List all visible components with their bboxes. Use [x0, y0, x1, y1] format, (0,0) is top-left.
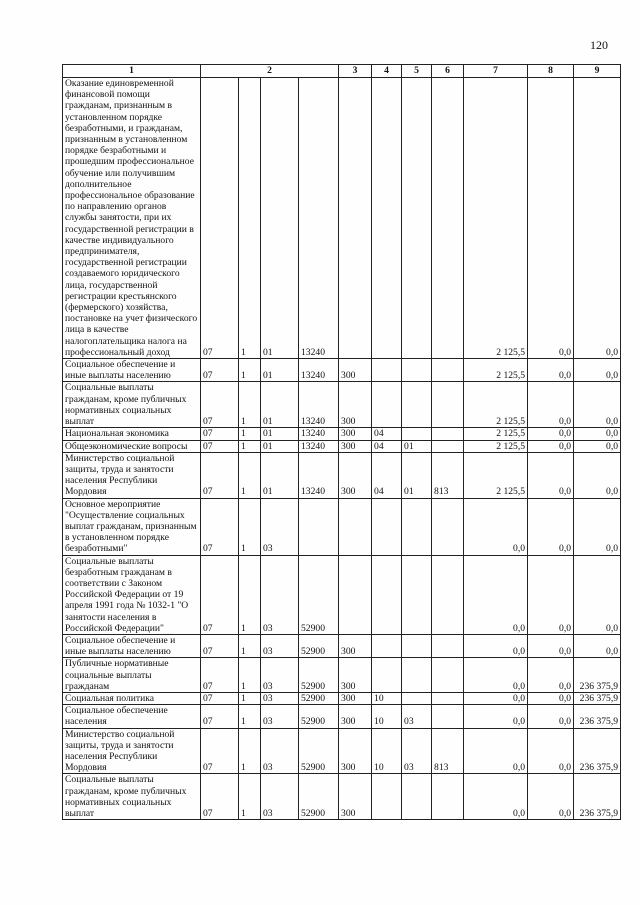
row-name: Публичные нормативные социальные выплаты гражданам: [63, 658, 201, 693]
subsection-code: 01: [402, 452, 432, 498]
amount-year-1: 0,0: [464, 774, 528, 820]
section-code: 10: [372, 728, 402, 774]
expense-type-code: 300: [339, 382, 372, 428]
table-row: [63, 555, 621, 634]
ministry-code: [432, 692, 464, 704]
row-name: Министерство социальной защиты, труда и занятости населения Республики Мордовия: [63, 728, 201, 774]
program-code: 07: [201, 555, 239, 634]
amount-year-3: 0,0: [574, 498, 621, 555]
amount-year-3: 0,0: [574, 78, 621, 359]
subprogram-code: 1: [239, 440, 261, 452]
program-code: 07: [201, 359, 239, 382]
amount-year-2: 0,0: [528, 78, 574, 359]
table-row: [63, 634, 621, 657]
section-code: [372, 78, 402, 359]
section-code: [372, 555, 402, 634]
amount-year-1: 2 125,5: [464, 428, 528, 440]
amount-year-2: 0,0: [528, 359, 574, 382]
event-code: 03: [261, 498, 299, 555]
row-name: Социальное обеспечение и иные выплаты населению: [63, 359, 201, 382]
row-name: Оказание единовременной финансовой помощи гражданам, признанным в установленном порядке безработными, и гражданам, признанным в установленном порядке безработными и прошедшим профессиональное обучение или получившим дополнительное профессиональное образование по направлению органов службы занятости, при их государственной регистрации в качестве индивидуального предпринимателя, государственной регистрации создаваемого юридического лица, государственной регистрации крестьянского (фермерского) хозяйства, постановке на учет физического лица в качестве налогоплательщика налога на профессиональный доход: [63, 78, 201, 359]
table-row: [63, 658, 621, 693]
amount-year-2: 0,0: [528, 692, 574, 704]
table-row: [63, 705, 621, 728]
direction-code: 52900: [299, 774, 339, 820]
section-code: [372, 774, 402, 820]
direction-code: 52900: [299, 692, 339, 704]
amount-year-3: 236 375,9: [574, 658, 621, 693]
amount-year-3: 0,0: [574, 440, 621, 452]
event-code: 01: [261, 428, 299, 440]
event-code: 03: [261, 774, 299, 820]
expense-type-code: 300: [339, 705, 372, 728]
program-code: 07: [201, 428, 239, 440]
program-code: 07: [201, 728, 239, 774]
subsection-code: 03: [402, 705, 432, 728]
ministry-code: [432, 382, 464, 428]
amount-year-3: 0,0: [574, 382, 621, 428]
ministry-code: 813: [432, 452, 464, 498]
amount-year-2: 0,0: [528, 634, 574, 657]
ministry-code: [432, 428, 464, 440]
section-code: 04: [372, 428, 402, 440]
event-code: 01: [261, 78, 299, 359]
amount-year-2: 0,0: [528, 382, 574, 428]
amount-year-1: 0,0: [464, 634, 528, 657]
expense-type-code: 300: [339, 728, 372, 774]
column-header: 6: [432, 65, 464, 78]
event-code: 03: [261, 634, 299, 657]
direction-code: 13240: [299, 359, 339, 382]
expense-type-code: [339, 78, 372, 359]
program-code: 07: [201, 634, 239, 657]
row-name: Социальная политика: [63, 692, 201, 704]
amount-year-1: 0,0: [464, 692, 528, 704]
amount-year-1: 0,0: [464, 498, 528, 555]
table-row: [63, 428, 621, 440]
table-row: [63, 498, 621, 555]
subprogram-code: 1: [239, 452, 261, 498]
section-code: 10: [372, 692, 402, 704]
amount-year-1: 0,0: [464, 658, 528, 693]
event-code: 03: [261, 658, 299, 693]
row-name: Социальные выплаты безработным гражданам в соответствии с Законом Российской Федерации от 19 апреля 1991 года № 1032-1 "О занятости населения в Российской Федерации": [63, 555, 201, 634]
subprogram-code: 1: [239, 774, 261, 820]
section-code: [372, 498, 402, 555]
amount-year-3: 0,0: [574, 555, 621, 634]
section-code: 04: [372, 452, 402, 498]
program-code: 07: [201, 705, 239, 728]
direction-code: [299, 498, 339, 555]
subprogram-code: 1: [239, 705, 261, 728]
event-code: 03: [261, 692, 299, 704]
expense-type-code: 300: [339, 634, 372, 657]
column-header: 9: [574, 65, 621, 78]
column-header: 5: [402, 65, 432, 78]
program-code: 07: [201, 382, 239, 428]
program-code: 07: [201, 692, 239, 704]
event-code: 03: [261, 555, 299, 634]
page-number: 120: [590, 38, 608, 52]
column-header: 3: [339, 65, 372, 78]
table-row: [63, 774, 621, 820]
subprogram-code: 1: [239, 78, 261, 359]
event-code: 01: [261, 452, 299, 498]
amount-year-1: 0,0: [464, 555, 528, 634]
subprogram-code: 1: [239, 658, 261, 693]
direction-code: 52900: [299, 728, 339, 774]
amount-year-3: 236 375,9: [574, 692, 621, 704]
section-code: [372, 382, 402, 428]
subsection-code: [402, 359, 432, 382]
row-name: Общеэкономические вопросы: [63, 440, 201, 452]
amount-year-1: 0,0: [464, 705, 528, 728]
subsection-code: 03: [402, 728, 432, 774]
row-name: Социальное обеспечение и иные выплаты населению: [63, 634, 201, 657]
subsection-code: [402, 634, 432, 657]
subsection-code: 01: [402, 440, 432, 452]
direction-code: 13240: [299, 382, 339, 428]
subprogram-code: 1: [239, 555, 261, 634]
ministry-code: [432, 555, 464, 634]
event-code: 03: [261, 728, 299, 774]
program-code: 07: [201, 440, 239, 452]
ministry-code: [432, 359, 464, 382]
row-name: Основное мероприятие "Осуществление социальных выплат гражданам, признанным в установленном порядке безработными": [63, 498, 201, 555]
amount-year-3: 0,0: [574, 428, 621, 440]
subprogram-code: 1: [239, 428, 261, 440]
subprogram-code: 1: [239, 359, 261, 382]
direction-code: 52900: [299, 705, 339, 728]
direction-code: 52900: [299, 555, 339, 634]
amount-year-3: 236 375,9: [574, 728, 621, 774]
column-header: 1: [63, 65, 201, 78]
amount-year-1: 2 125,5: [464, 440, 528, 452]
row-name: Национальная экономика: [63, 428, 201, 440]
expense-type-code: 300: [339, 774, 372, 820]
amount-year-3: 0,0: [574, 634, 621, 657]
column-header: 8: [528, 65, 574, 78]
direction-code: 52900: [299, 634, 339, 657]
section-code: 04: [372, 440, 402, 452]
amount-year-2: 0,0: [528, 774, 574, 820]
ministry-code: [432, 78, 464, 359]
amount-year-3: 236 375,9: [574, 705, 621, 728]
subprogram-code: 1: [239, 634, 261, 657]
event-code: 01: [261, 382, 299, 428]
table-row: [63, 728, 621, 774]
amount-year-1: 0,0: [464, 728, 528, 774]
amount-year-1: 2 125,5: [464, 382, 528, 428]
direction-code: 13240: [299, 78, 339, 359]
program-code: 07: [201, 658, 239, 693]
expense-type-code: 300: [339, 692, 372, 704]
amount-year-3: 0,0: [574, 452, 621, 498]
ministry-code: [432, 440, 464, 452]
ministry-code: [432, 658, 464, 693]
ministry-code: [432, 634, 464, 657]
subsection-code: [402, 658, 432, 693]
amount-year-3: 0,0: [574, 359, 621, 382]
event-code: 01: [261, 359, 299, 382]
table-row: [63, 78, 621, 359]
subprogram-code: 1: [239, 728, 261, 774]
row-name: Социальные выплаты гражданам, кроме публичных нормативных социальных выплат: [63, 382, 201, 428]
expense-type-code: [339, 555, 372, 634]
column-header: 2: [201, 65, 339, 78]
expense-type-code: 300: [339, 428, 372, 440]
program-code: 07: [201, 774, 239, 820]
section-code: [372, 634, 402, 657]
amount-year-2: 0,0: [528, 428, 574, 440]
table-row: [63, 359, 621, 382]
table-row: [63, 382, 621, 428]
table-row: [63, 692, 621, 704]
event-code: 01: [261, 440, 299, 452]
expense-type-code: 300: [339, 440, 372, 452]
amount-year-2: 0,0: [528, 498, 574, 555]
section-code: 10: [372, 705, 402, 728]
program-code: 07: [201, 78, 239, 359]
subsection-code: [402, 555, 432, 634]
expense-type-code: 300: [339, 658, 372, 693]
section-code: [372, 359, 402, 382]
subprogram-code: 1: [239, 498, 261, 555]
expense-type-code: [339, 498, 372, 555]
column-header: 7: [464, 65, 528, 78]
program-code: 07: [201, 498, 239, 555]
program-code: 07: [201, 452, 239, 498]
expense-type-code: 300: [339, 452, 372, 498]
subsection-code: [402, 774, 432, 820]
amount-year-1: 2 125,5: [464, 359, 528, 382]
column-header-row: [63, 65, 621, 78]
direction-code: 13240: [299, 428, 339, 440]
amount-year-2: 0,0: [528, 728, 574, 774]
expense-type-code: 300: [339, 359, 372, 382]
amount-year-2: 0,0: [528, 440, 574, 452]
row-name: Социальное обеспечение населения: [63, 705, 201, 728]
table-row: [63, 440, 621, 452]
row-name: Социальные выплаты гражданам, кроме публичных нормативных социальных выплат: [63, 774, 201, 820]
amount-year-2: 0,0: [528, 705, 574, 728]
ministry-code: 813: [432, 728, 464, 774]
budget-table: [62, 64, 621, 820]
direction-code: 13240: [299, 440, 339, 452]
event-code: 03: [261, 705, 299, 728]
direction-code: 52900: [299, 658, 339, 693]
subsection-code: [402, 498, 432, 555]
table-row: [63, 452, 621, 498]
ministry-code: [432, 705, 464, 728]
amount-year-3: 236 375,9: [574, 774, 621, 820]
subprogram-code: 1: [239, 382, 261, 428]
row-name: Министерство социальной защиты, труда и занятости населения Республики Мордовия: [63, 452, 201, 498]
subsection-code: [402, 78, 432, 359]
direction-code: 13240: [299, 452, 339, 498]
amount-year-1: 2 125,5: [464, 452, 528, 498]
subsection-code: [402, 428, 432, 440]
amount-year-1: 2 125,5: [464, 78, 528, 359]
subsection-code: [402, 692, 432, 704]
amount-year-2: 0,0: [528, 658, 574, 693]
column-header: 4: [372, 65, 402, 78]
amount-year-2: 0,0: [528, 452, 574, 498]
ministry-code: [432, 498, 464, 555]
ministry-code: [432, 774, 464, 820]
amount-year-2: 0,0: [528, 555, 574, 634]
subprogram-code: 1: [239, 692, 261, 704]
subsection-code: [402, 382, 432, 428]
section-code: [372, 658, 402, 693]
